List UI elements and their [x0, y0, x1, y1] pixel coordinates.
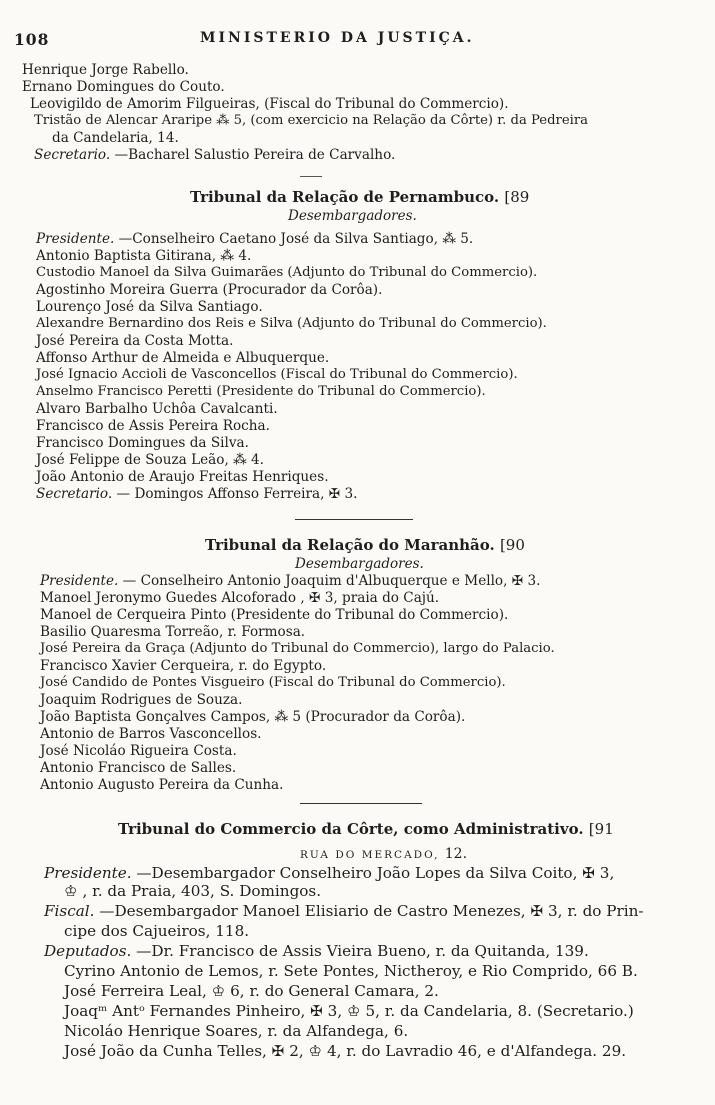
- deputados-role: Deputados.: [44, 942, 132, 960]
- running-title: MINISTERIO DA JUSTIÇA.: [200, 30, 475, 46]
- fiscal-name: —Desembargador Manoel Elisiario de Castro Menezes, ✠ 3, r. do Prin-: [99, 902, 644, 920]
- member-line: Antonio Augusto Pereira da Cunha.: [40, 777, 284, 793]
- section-title-maranhao: [205, 536, 525, 554]
- section-title-text: Tribunal da Relação de Pernambuco.: [190, 188, 500, 206]
- section-title-text: Tribunal da Relação do Maranhão.: [205, 536, 495, 554]
- member-line: Manoel Jeronymo Guedes Alcoforado , ✠ 3, praia do Cajú.: [40, 590, 440, 606]
- president-line: [40, 573, 540, 589]
- member-line: João Antonio de Araujo Freitas Henriques.: [36, 469, 329, 485]
- president-name: —Conselheiro Caetano José da Silva Santiago, ⁂ 5.: [118, 231, 474, 247]
- president-role: Presidente.: [40, 573, 119, 589]
- section-title-text: Tribunal do Commercio da Côrte, como Administrativo.: [118, 820, 584, 838]
- member-line: Joaquim Rodrigues de Souza.: [40, 692, 243, 708]
- subheading-desembargadores: Desembargadores.: [295, 556, 424, 572]
- short-rule: [300, 176, 322, 177]
- top-secretary-line: [34, 147, 395, 163]
- top-line-5: da Candelaria, 14.: [52, 130, 179, 146]
- member-line: Francisco Domingues da Silva.: [36, 435, 249, 451]
- member-line: Alexandre Bernardino dos Reis e Silva (Adjunto do Tribunal do Commercio).: [36, 316, 547, 331]
- secretary-name: — Domingos Affonso Ferreira, ✠ 3.: [116, 486, 358, 502]
- top-line-3: Leovigildo de Amorim Filgueiras, (Fiscal do Tribunal do Commercio).: [30, 96, 509, 112]
- member-line: Francisco de Assis Pereira Rocha.: [36, 418, 270, 434]
- section-number: [90: [499, 536, 525, 554]
- member-line: Basilio Quaresma Torreão, r. Formosa.: [40, 624, 306, 640]
- member-line: Antonio Francisco de Salles.: [40, 760, 237, 776]
- section-title-pernambuco: [190, 188, 529, 206]
- member-line: Lourenço José da Silva Santiago.: [36, 299, 263, 315]
- member-line: João Baptista Gonçalves Campos, ⁂ 5 (Procurador da Corôa).: [40, 709, 466, 725]
- section-number: [89: [504, 188, 530, 206]
- member-line: José Candido de Pontes Visgueiro (Fiscal do Tribunal do Commercio).: [40, 675, 506, 690]
- page-number: 108: [14, 30, 50, 49]
- subheading-desembargadores: Desembargadores.: [288, 208, 417, 224]
- deputado-line: José João da Cunha Telles, ✠ 2, ♔ 4, r. do Lavradio 46, e d'Alfandega. 29.: [64, 1042, 627, 1060]
- member-line: Anselmo Francisco Peretti (Presidente do Tribunal do Commercio).: [36, 384, 486, 399]
- president-cont-line: ♔ , r. da Praia, 403, S. Domingos.: [64, 882, 322, 900]
- fiscal-cont-line: cipe dos Cajueiros, 118.: [64, 922, 250, 940]
- deputados-line: [44, 942, 589, 960]
- member-line: Affonso Arthur de Almeida e Albuquerque.: [36, 350, 330, 366]
- president-role: Presidente.: [36, 231, 115, 247]
- member-line: José Ignacio Accioli de Vasconcellos (Fiscal do Tribunal do Commercio).: [36, 367, 518, 382]
- deputado-line: Cyrino Antonio de Lemos, r. Sete Pontes, Nictheroy, e Rio Comprido, 66 B.: [64, 962, 638, 980]
- fiscal-role: Fiscal.: [44, 902, 95, 920]
- address-line: [300, 846, 467, 862]
- section-title-commercio: [118, 820, 614, 838]
- secretary-role: Secretario.: [34, 147, 111, 163]
- member-line: Manoel de Cerqueira Pinto (Presidente do Tribunal do Commercio).: [40, 607, 509, 623]
- member-line: José Nicoláo Rigueira Costa.: [40, 743, 237, 759]
- deputado-line: Nicoláo Henrique Soares, r. da Alfandega, 6.: [64, 1022, 409, 1040]
- section-rule: [300, 803, 422, 804]
- member-line: Antonio Baptista Gitirana, ⁂ 4.: [36, 248, 252, 264]
- member-line: Custodio Manoel da Silva Guimarães (Adjunto do Tribunal do Commercio).: [36, 265, 538, 280]
- president-name: —Desembargador Conselheiro João Lopes da Silva Coito, ✠ 3,: [136, 864, 615, 882]
- top-line-4: Tristão de Alencar Araripe ⁂ 5, (com exercicio na Relação da Côrte) r. da Pedreira: [34, 113, 589, 128]
- member-line: José Pereira da Costa Motta.: [36, 333, 234, 349]
- address-street: RUA DO MERCADO,: [300, 849, 440, 861]
- secretary-line: [36, 486, 357, 502]
- top-line-1: Henrique Jorge Rabello.: [22, 62, 189, 78]
- section-number: [91: [588, 820, 614, 838]
- secretary-name: —Bacharel Salustio Pereira de Carvalho.: [114, 147, 396, 163]
- fiscal-line: [44, 902, 644, 920]
- member-line: Agostinho Moreira Guerra (Procurador da Corôa).: [36, 282, 383, 298]
- president-name: — Conselheiro Antonio Joaquim d'Albuquerque e Mello, ✠ 3.: [122, 573, 541, 589]
- member-line: Antonio de Barros Vasconcellos.: [40, 726, 262, 742]
- president-line: [44, 864, 614, 882]
- deputado-line: José Ferreira Leal, ♔ 6, r. do General Camara, 2.: [64, 982, 439, 1000]
- top-line-2: Ernano Domingues do Couto.: [22, 79, 225, 95]
- member-line: José Felippe de Souza Leão, ⁂ 4.: [36, 452, 264, 468]
- president-line: [36, 231, 473, 247]
- member-line: Alvaro Barbalho Uchôa Cavalcanti.: [36, 401, 278, 417]
- deputado-line: Joaqᵐ Antᵒ Fernandes Pinheiro, ✠ 3, ♔ 5, r. da Candelaria, 8. (Secretario.): [64, 1002, 634, 1020]
- member-line: Francisco Xavier Cerqueira, r. do Egypto.: [40, 658, 327, 674]
- secretary-role: Secretario.: [36, 486, 113, 502]
- president-role: Presidente.: [44, 864, 132, 882]
- deputado-name: —Dr. Francisco de Assis Vieira Bueno, r. da Quitanda, 139.: [136, 942, 589, 960]
- member-line: José Pereira da Graça (Adjunto do Tribunal do Commercio), largo do Palacio.: [40, 641, 555, 656]
- address-number: 12.: [444, 846, 468, 862]
- section-rule: [295, 519, 413, 520]
